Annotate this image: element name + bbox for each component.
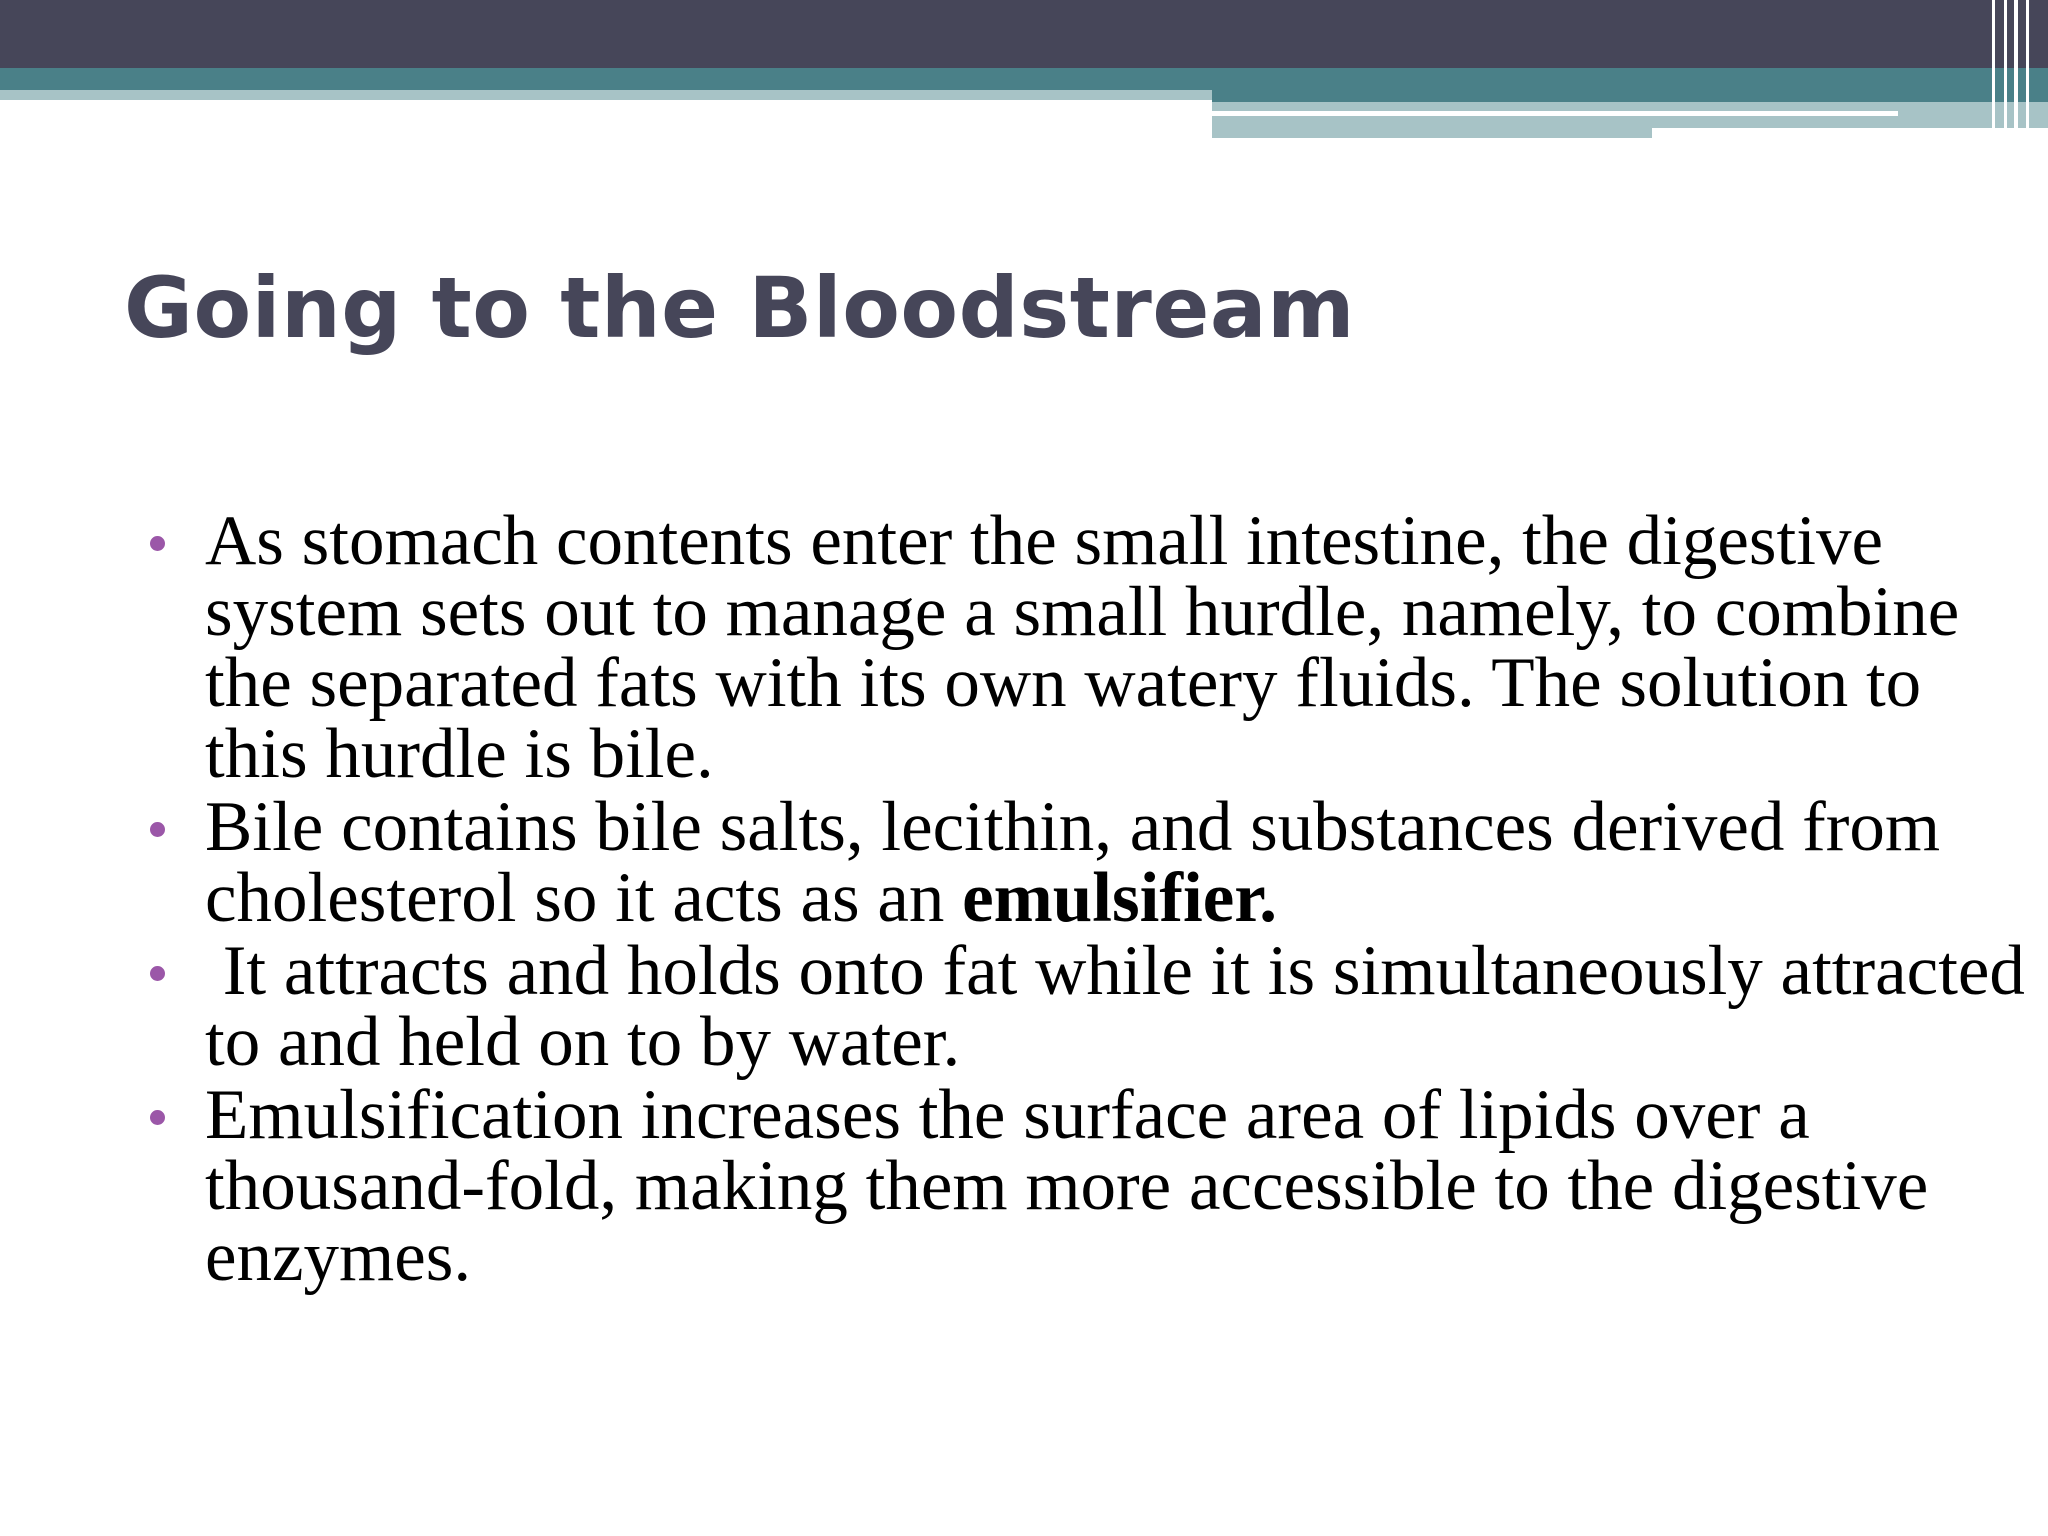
bullet-dot-icon — [150, 536, 165, 551]
header-band-teal — [0, 68, 2048, 90]
header-band-light — [0, 90, 1212, 100]
header-band-cutout — [1652, 128, 2048, 138]
header-stripe — [2004, 0, 2007, 138]
bullet-dot-icon — [150, 966, 165, 981]
bullet-text: Bile contains bile salts, lecithin, and substances derived from cholesterol so it acts as an — [205, 788, 1941, 937]
header-stripe — [1992, 0, 1995, 138]
bullet-item — [148, 1076, 2028, 1296]
bullet-list — [148, 502, 2043, 1296]
bullet-text: As stomach contents enter the small intestine, the digestive system sets out to manage a small hurdle, namely, to combine the separated fats with its own watery fluids. The solution to this hurdle is bile. — [205, 502, 1960, 793]
bullet-item — [148, 932, 2043, 1081]
bullet-item — [148, 788, 2028, 937]
header-band-divider-line — [1212, 111, 1898, 116]
bullet-item — [148, 502, 2028, 793]
bullet-text: Emulsification increases the surface area of lipids over a thousand-fold, making them more accessible to the digestive enzymes. — [205, 1076, 1929, 1296]
header-stripe — [2026, 0, 2029, 138]
header-band-dark — [0, 0, 2048, 68]
bullet-text: It attracts and holds onto fat while it is simultaneously attracted to and held on to by water. — [205, 932, 2043, 1081]
header-stripe — [2014, 0, 2018, 138]
bullet-bold-term: emulsifier. — [962, 859, 1277, 937]
bullet-dot-icon — [150, 822, 165, 837]
bullet-dot-icon — [150, 1110, 165, 1125]
slide-title: Going to the Bloodstream — [124, 259, 1356, 357]
header-band-right-teal — [1212, 90, 2048, 102]
